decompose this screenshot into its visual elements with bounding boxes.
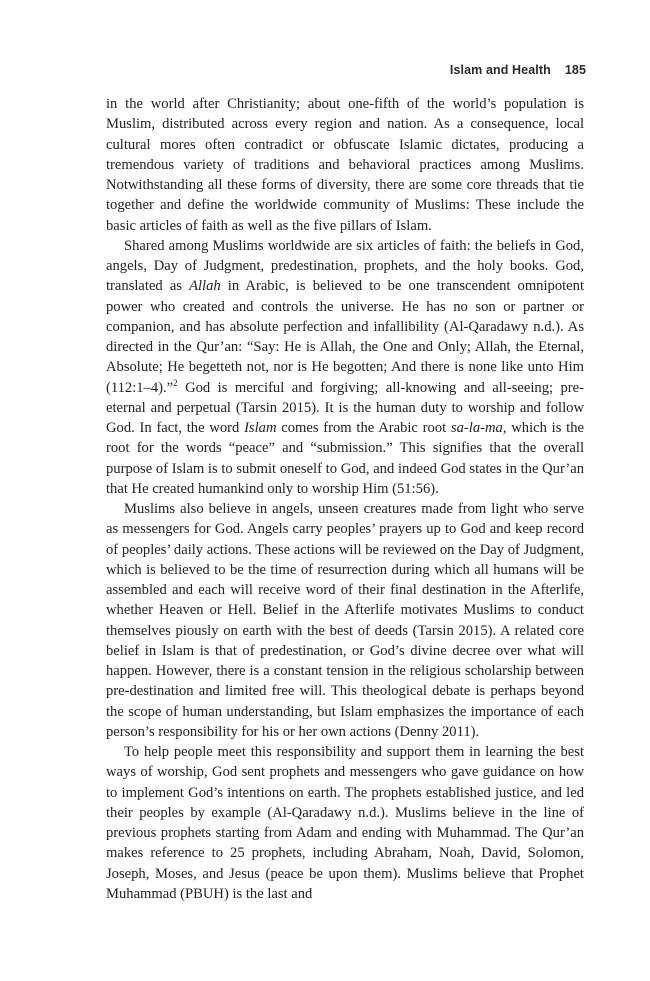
running-head xyxy=(450,63,586,77)
paragraph xyxy=(106,94,584,236)
italic-term: sa-la-ma, xyxy=(450,420,507,436)
text-segment: in Arabic, is believed to be one transcendent omnipotent power who created and controls the universe. He has no son or partner or companion, and has absolute perfection and infallibility (Al-Qaradawy n.d.). As directed in the Qur’an: “Say: He is Allah, the One and Only; Allah, the Eternal, Absolute; He begetteth not, nor is He begotten; And there is none like unto Him (112:1–4).” xyxy=(106,278,584,396)
italic-term: Islam xyxy=(244,420,277,436)
text-segment: To help people meet this responsibility and support them in learning the best ways of worship, God sent prophets and messengers who gave guidance on how to implement God’s intentions on earth. The prophets established justice, and led their peoples by example (Al-Qaradawy n.d.). Muslims believe in the line of previous prophets starting from Adam and ending with Muhammad. The Qur’an makes reference to 25 prophets, including Abraham, Noah, David, Solomon, Joseph, Moses, and Jesus (peace be upon them). Muslims believe that Prophet Muhammad (PBUH) is the last and xyxy=(106,744,584,902)
text-segment: in the world after Christianity; about one-fifth of the world’s population is Muslim, distributed across every region and nation. As a consequence, local cultural mores often contradict or obfuscate Islamic dictates, producing a tremendous variety of traditions and behavioral practices among Muslims. Notwithstanding all these forms of diversity, there are some core threads that tie together and define the worldwide community of Muslims: These include the basic articles of faith as well as the five pillars of Islam. xyxy=(106,96,584,234)
text-segment: which is the root for the words “peace” and “submission.” This signifies that the overall purpose of Islam is to submit oneself to God, and indeed God states in the Qur’an that He created humankind only to worship Him (51:56). xyxy=(106,420,584,497)
body-text xyxy=(106,94,584,904)
text-segment: Shared among Muslims worldwide are six articles of faith: the beliefs in God, angels, Day of Judgment, predestination, prophets, and the holy books. God, translated as xyxy=(106,237,584,295)
italic-term: Allah xyxy=(189,278,221,295)
footnote-marker: 2 xyxy=(173,377,178,388)
text-segment: Muslims also believe in angels, unseen creatures made from light who serve as messengers for God. Angels carry peoples’ prayers up to God and keep record of peoples’ daily actions. These actions will be reviewed on the Day of Judgment, which is believed to be the time of resurrection during which all humans will be assembled and each will receive word of their final destination in the Afterlife, whether Heaven or Hell. Belief in the Afterlife motivates Muslims to conduct themselves piously on earth with the best of deeds (Tarsin 2015). A related core belief in Islam is that of predestination, or God’s divine decree over what will happen. However, there is a constant tension in the religious scholarship between pre-destination and limited free will. This theological debate is perhaps beyond the scope of human understanding, but Islam emphasizes the importance of each person’s responsibility for his or her own actions (Denny 2011). xyxy=(106,501,584,740)
running-head-title: Islam and Health xyxy=(449,63,551,77)
text-segment: comes from the Arabic root xyxy=(276,420,451,436)
paragraph xyxy=(106,742,584,904)
paragraph xyxy=(106,499,584,742)
page-number: 185 xyxy=(564,63,586,77)
text-segment: God is merciful and forgiving; all-knowing and all-seeing; pre-eternal and perpetual (Tarsin 2015). It is the human duty to worship and follow God. In fact, the word xyxy=(106,379,584,436)
paragraph xyxy=(106,236,584,499)
